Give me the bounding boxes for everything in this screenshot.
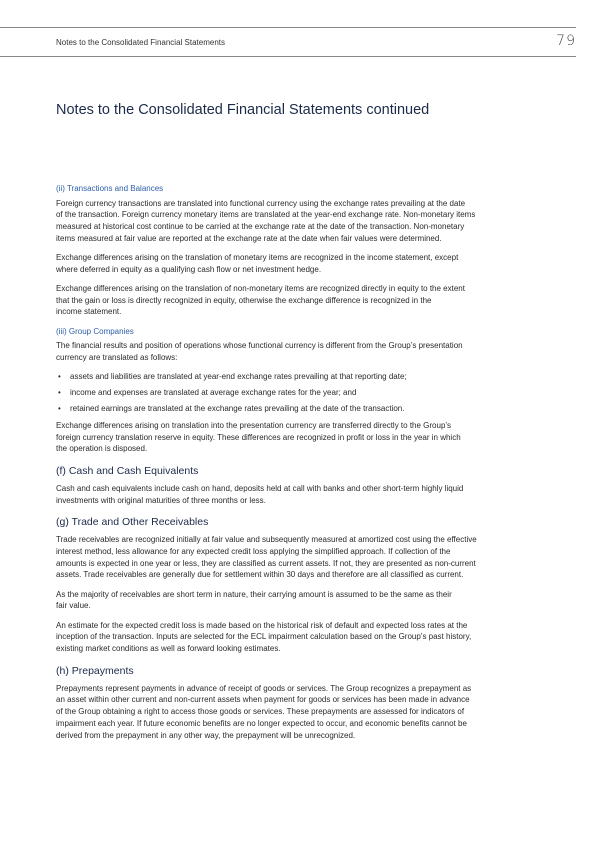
text-line: Exchange differences arising on the translation of monetary items are recognized in the income statement, except [56,253,459,263]
paragraph [56,340,556,363]
paragraph [56,252,556,275]
bullet-list [56,371,556,415]
page-title: Notes to the Consolidated Financial Statements continued [56,102,430,118]
list-item-text: retained earnings are translated at the exchange rates prevailing at the date of the transaction. [70,404,405,414]
text-line: items measured at fair value are reported at the exchange rate at the date when fair values were determined. [56,233,442,243]
text-line: of the transaction. Foreign currency monetary items are translated at the year-end exchange rate. Non-monetary items [56,210,476,220]
text-line: the operation is disposed. [56,444,148,454]
list-item [56,387,556,399]
paragraph [56,534,556,581]
paragraph [56,420,556,455]
text-line: interest method, less allowance for any expected credit loss applying the simplified approach. If collection of the [56,547,451,557]
list-item [56,371,556,383]
text-line: that the gain or loss is directly recognized in equity, otherwise the exchange difference is recognized in the [56,295,432,305]
header-bottom-rule [0,56,576,57]
bullet-icon: • [58,404,61,414]
text-line: Foreign currency transactions are translated into functional currency using the exchange rates prevailing at the date [56,198,466,208]
text-line: foreign currency translation reserve in equity. These differences are recognized in profit or loss in the year in which [56,432,461,442]
text-line: The financial results and position of operations whose functional currency is different from the Group’s presentation [56,341,463,351]
list-item-text: income and expenses are translated at average exchange rates for the year; and [70,388,357,398]
paragraph [56,683,556,742]
text-line: measured at historical cost continue to be carried at the exchange rate at the date of the transaction. Non-monetary [56,222,465,232]
paragraph [56,483,556,506]
header-top-rule [0,27,576,28]
section-heading: (f) Cash and Cash Equivalents [56,464,199,477]
text-line: investments with original maturities of three months or less. [56,495,266,505]
text-line: As the majority of receivables are short term in nature, their carrying amount is assumed to be the same as their [56,589,452,599]
text-line: inception of the transaction. Inputs are selected for the ECL impairment calculation based on the Group’s past history, [56,632,472,642]
text-line: income statement. [56,307,122,317]
text-line: of the Group obtaining a right to access those goods or services. These prepayments are assessed for indicators of [56,707,465,717]
bullet-icon: • [58,388,61,398]
page-number: 79 [556,33,576,49]
text-line: An estimate for the expected credit loss is made based on the historical risk of default and expected loss rates at the [56,620,468,630]
subsection-heading: (iii) Group Companies [56,326,134,336]
paragraph [56,589,556,612]
bullet-icon: • [58,372,61,382]
text-line: derived from the prepayment in any other way, the prepayment will be unrecognized. [56,730,356,740]
section-heading: (h) Prepayments [56,664,134,677]
text-line: Trade receivables are recognized initially at fair value and subsequently measured at amortized cost using the effective [56,535,477,545]
text-line: existing market conditions as well as forward looking estimates. [56,643,281,653]
text-line: Exchange differences arising on the translation of non-monetary items are recognized directly in equity to the extent [56,283,465,293]
text-line: assets. Trade receivables are generally due for settlement within 30 days and therefore are all classified as current. [56,570,464,580]
running-header: Notes to the Consolidated Financial Statements [56,38,225,47]
paragraph [56,198,556,245]
text-line: Cash and cash equivalents include cash on hand, deposits held at call with banks and other short-term highly liquid [56,483,464,493]
list-item-text: assets and liabilities are translated at year-end exchange rates prevailing at that reporting date; [70,372,407,382]
document-body [56,183,556,749]
section-heading: (g) Trade and Other Receivables [56,516,209,529]
text-line: impairment each year. If future economic benefits are no longer expected to occur, and economic benefits cannot be [56,718,467,728]
list-item [56,403,556,415]
paragraph [56,283,556,318]
text-line: currency are translated as follows: [56,352,178,362]
subsection-heading: (ii) Transactions and Balances [56,184,164,193]
text-line: fair value. [56,601,91,611]
text-line: Exchange differences arising on translation into the presentation currency are transferred directly to the Group’s [56,420,452,430]
text-line: where deferred in equity as a qualifying cash flow or net investment hedge. [56,264,322,274]
text-line: Prepayments represent payments in advance of receipt of goods or services. The Group recognizes a prepayment as [56,683,472,693]
paragraph [56,620,556,655]
text-line: an asset within other current and non-current assets when payment for goods or services has been made in advance [56,695,470,705]
text-line: amounts is expected in one year or less, they are classified as current assets. If not, they are presented as non-current [56,558,476,568]
